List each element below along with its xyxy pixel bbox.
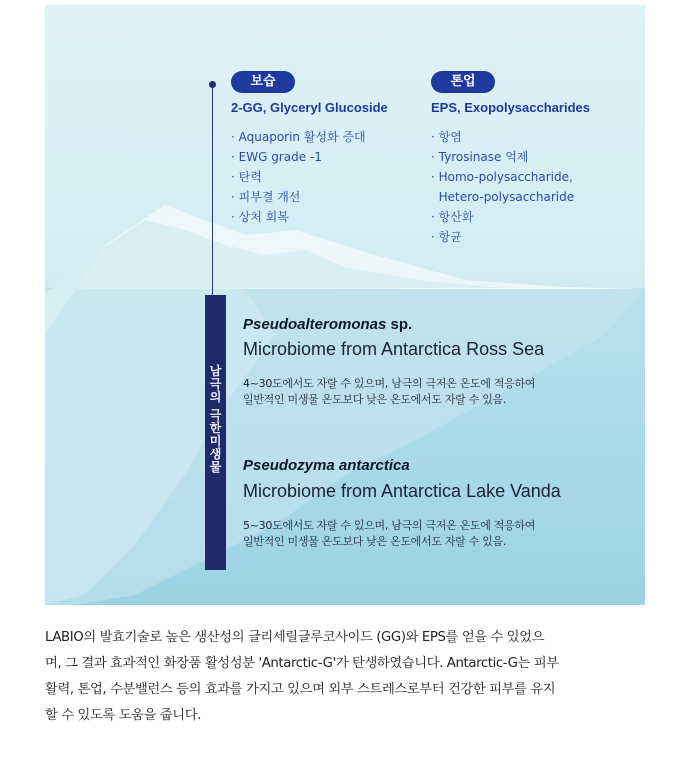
description-paragraph — [45, 625, 645, 729]
vertical-label — [205, 365, 226, 474]
connector-dot — [209, 81, 216, 88]
species1-subtitle: Microbiome from Antarctica Ross Sea — [243, 339, 545, 359]
list-item: · 항염 — [431, 130, 462, 144]
vertical-char: 한 — [209, 421, 222, 435]
connector-line — [212, 85, 213, 297]
vertical-char: 극 — [209, 377, 222, 391]
toneup-list — [431, 127, 574, 247]
vertical-char: 생 — [209, 447, 222, 461]
list-item: · 피부결 개선 — [231, 190, 301, 204]
species2-desc-line1: 5~30도에서도 자랄 수 있으며, 남극의 극저온 온도에 적응하여 — [243, 519, 536, 532]
moisture-list — [231, 127, 366, 227]
iceberg-infographic — [45, 5, 645, 605]
vertical-char: 의 — [209, 390, 222, 404]
vertical-char: 남 — [209, 364, 222, 378]
toneup-title: EPS, Exopolysaccharides — [431, 100, 590, 115]
vertical-char: 극 — [209, 408, 222, 422]
list-item: · Tyrosinase 억제 — [431, 150, 529, 164]
toneup-badge: 톤업 — [431, 71, 495, 93]
species1-desc-line2: 일반적인 미생물 온도보다 낮은 온도에서도 자랄 수 있음. — [243, 393, 507, 406]
caption-line: LABIO의 발효기술로 높은 생산성의 글리세릴글루코사이드 (GG)와 EPS를 얻을 수 있었으 — [45, 630, 545, 645]
caption-line: 할 수 있도록 도움을 줍니다. — [45, 708, 202, 723]
list-item: · EWG grade -1 — [231, 150, 322, 164]
iceberg-illustration — [45, 5, 645, 605]
species2-subtitle: Microbiome from Antarctica Lake Vanda — [243, 481, 561, 501]
species1-name — [243, 316, 412, 333]
species2-desc-line2: 일반적인 미생물 온도보다 낮은 온도에서도 자랄 수 있음. — [243, 535, 507, 548]
list-item: · 항산화 — [431, 210, 474, 224]
species1-genus: Pseudoalteromonas — [243, 316, 387, 333]
list-item: Hetero-polysaccharide — [431, 190, 575, 204]
vertical-char: 물 — [209, 460, 222, 474]
list-item: · 상처 회복 — [231, 210, 289, 224]
list-item: · Homo-polysaccharide, — [431, 170, 573, 184]
list-item: · 항균 — [431, 230, 462, 244]
vertical-char: 미 — [209, 434, 222, 448]
moisture-badge: 보습 — [231, 71, 295, 93]
species1-suffix: sp. — [386, 316, 413, 333]
list-item: · 탄력 — [231, 170, 262, 184]
list-item: · Aquaporin 활성화 증대 — [231, 130, 366, 144]
caption-line: 활력, 톤업, 수분밸런스 등의 효과를 가지고 있으며 외부 스트레스로부터 건강한 피부를 유지 — [45, 682, 556, 697]
species1-desc-line1: 4~30도에서도 자랄 수 있으며, 남극의 극저온 온도에 적응하여 — [243, 377, 536, 390]
species2-name: Pseudozyma antarctica — [243, 457, 410, 474]
moisture-title: 2-GG, Glyceryl Glucoside — [231, 100, 388, 115]
caption-line: 며, 그 결과 효과적인 화장품 활성성분 'Antarctic-G'가 탄생하였습니다. Antarctic-G는 피부 — [45, 656, 559, 671]
